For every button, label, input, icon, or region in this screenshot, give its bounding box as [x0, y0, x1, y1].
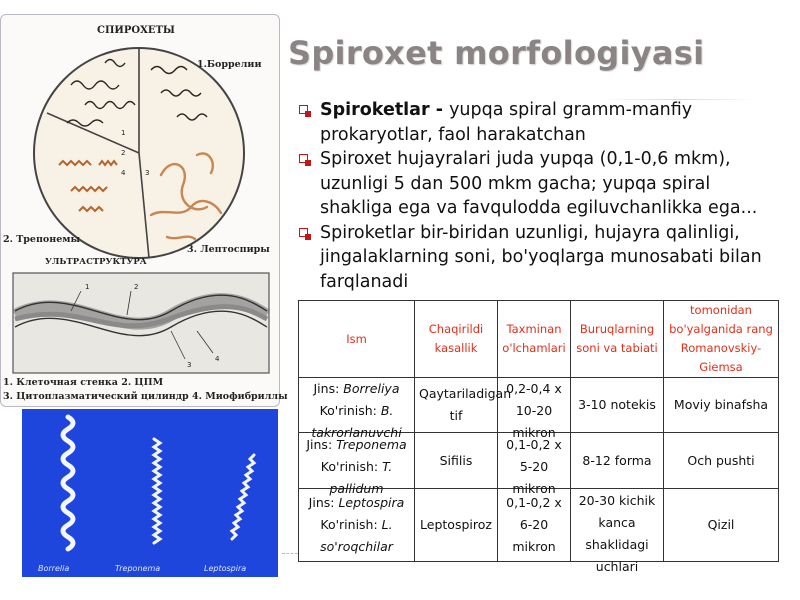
hollow-square-bullet-icon	[299, 154, 308, 163]
genus-name: Leptospira	[338, 495, 405, 510]
dashed-connector	[282, 553, 298, 554]
slide-title: Spiroxet morfologiyasi	[288, 34, 705, 72]
look-prefix: Ko'rinish:	[320, 517, 382, 532]
header-size: Taxminan o'lchamlari	[498, 301, 571, 378]
header-disease: Chaqirildi kasallik	[415, 301, 498, 378]
hollow-square-bullet-icon	[299, 228, 308, 237]
table-row	[299, 378, 779, 433]
bullet-lead: Spiroketlar -	[320, 100, 450, 120]
genus-prefix: Jins:	[306, 436, 337, 452]
header-stain-color: tomonidan bo'yalganida rang Romanovskiy-Giemsa	[664, 301, 779, 378]
photo-caption-treponema: Treponema	[115, 564, 161, 573]
bullet-text: Spiroxet hujayralari juda yupqa (0,1-0,6 mkm), uzunligi 5 dan 500 mkm gacha; yupqa spiral shakliga ega va favqulodda egiluvchanlikka ega...	[320, 149, 758, 218]
photo-caption-borrelia: Borrelia	[38, 564, 70, 573]
label-leptospira: 3. Лептоспиры	[187, 244, 270, 255]
svg-text:3: 3	[187, 361, 192, 369]
illustration-caption-line2: 3. Цитоплазматический цилиндр 4. Миофибриллы	[3, 391, 288, 402]
genus-prefix: Jins:	[308, 495, 339, 510]
header-name: Ism	[299, 301, 415, 378]
bullet-text: Spiroketlar bir-biridan uzunligi, hujayra qalinligi, jingalaklarning soni, bo'yoqlarga munosabati bilan farqlanadi	[320, 222, 762, 292]
look-prefix: Ko'rinish:	[320, 458, 383, 474]
svg-text:1: 1	[121, 129, 126, 137]
bullet-item	[296, 221, 786, 295]
table-row	[299, 433, 779, 489]
cell-name	[299, 489, 415, 562]
species-name: L. so'roqchilar	[320, 517, 393, 554]
bullet-item	[296, 98, 786, 147]
cell-size: 0,1-0,2 x 6-20 mikron	[498, 489, 571, 562]
cell-size: 0,2-0,4 x 10-20 mikron	[498, 378, 571, 433]
cell-size: 0,1-0,2 x 5-20 mikron	[498, 433, 571, 489]
cell-name	[299, 378, 415, 440]
photo-caption-leptospira: Leptospira	[204, 564, 247, 573]
spirochete-comparison-table	[298, 300, 779, 574]
cell-coils: 3-10 notekis	[571, 378, 664, 433]
spirochete-photo	[22, 409, 278, 577]
cell-stain-color: Och pushti	[664, 433, 779, 489]
label-ultrastructure: УЛЬТРАСТРУКТУРА	[45, 257, 147, 267]
svg-text:4: 4	[215, 355, 220, 363]
genus-name: Borreliya	[343, 381, 400, 396]
cell-stain-color: Qizil	[664, 489, 779, 562]
genus-prefix: Jins:	[313, 381, 344, 396]
svg-text:3: 3	[145, 169, 150, 177]
bullet-text: yupqa spiral gramm-manfiy prokaryotlar, faol harakatchan	[320, 100, 693, 145]
svg-text:2: 2	[121, 149, 126, 157]
cell-disease: Sifilis	[415, 433, 498, 489]
spirochete-illustration	[0, 14, 288, 407]
spirochete-diagram	[1, 15, 281, 408]
header-coils: Buruqlarning soni va tabiati	[571, 301, 664, 378]
table-header-row	[299, 301, 779, 378]
cell-coils: 8-12 forma	[571, 433, 664, 489]
illustration-title: СПИРОХЕТЫ	[97, 25, 175, 36]
cell-disease: Leptospiroz	[415, 489, 498, 562]
cell-name	[299, 433, 415, 496]
species-name: T. pallidum	[329, 458, 393, 496]
cell-coils: 20-30 kichik kanca shaklidagi uchlari	[571, 489, 664, 562]
species-name: B. takrorlanuvchi	[311, 403, 402, 440]
look-prefix: Ko'rinish:	[319, 403, 381, 418]
hollow-square-bullet-icon	[299, 105, 308, 114]
bullet-list	[296, 98, 786, 300]
illustration-caption-line1: 1. Клеточная стенка 2. ЦПМ	[3, 377, 164, 388]
label-borrelia: 1.Боррелии	[197, 59, 262, 70]
cell-disease: Qaytariladigan tif	[415, 378, 498, 433]
bullet-item	[296, 147, 786, 221]
svg-text:4: 4	[121, 169, 126, 177]
svg-text:1: 1	[85, 283, 90, 291]
cell-stain-color: Moviy binafsha	[664, 378, 779, 433]
label-treponema: 2. Трепонемы	[3, 234, 81, 245]
table-row	[299, 489, 779, 562]
genus-name: Treponema	[336, 436, 407, 452]
svg-text:2: 2	[134, 283, 139, 291]
